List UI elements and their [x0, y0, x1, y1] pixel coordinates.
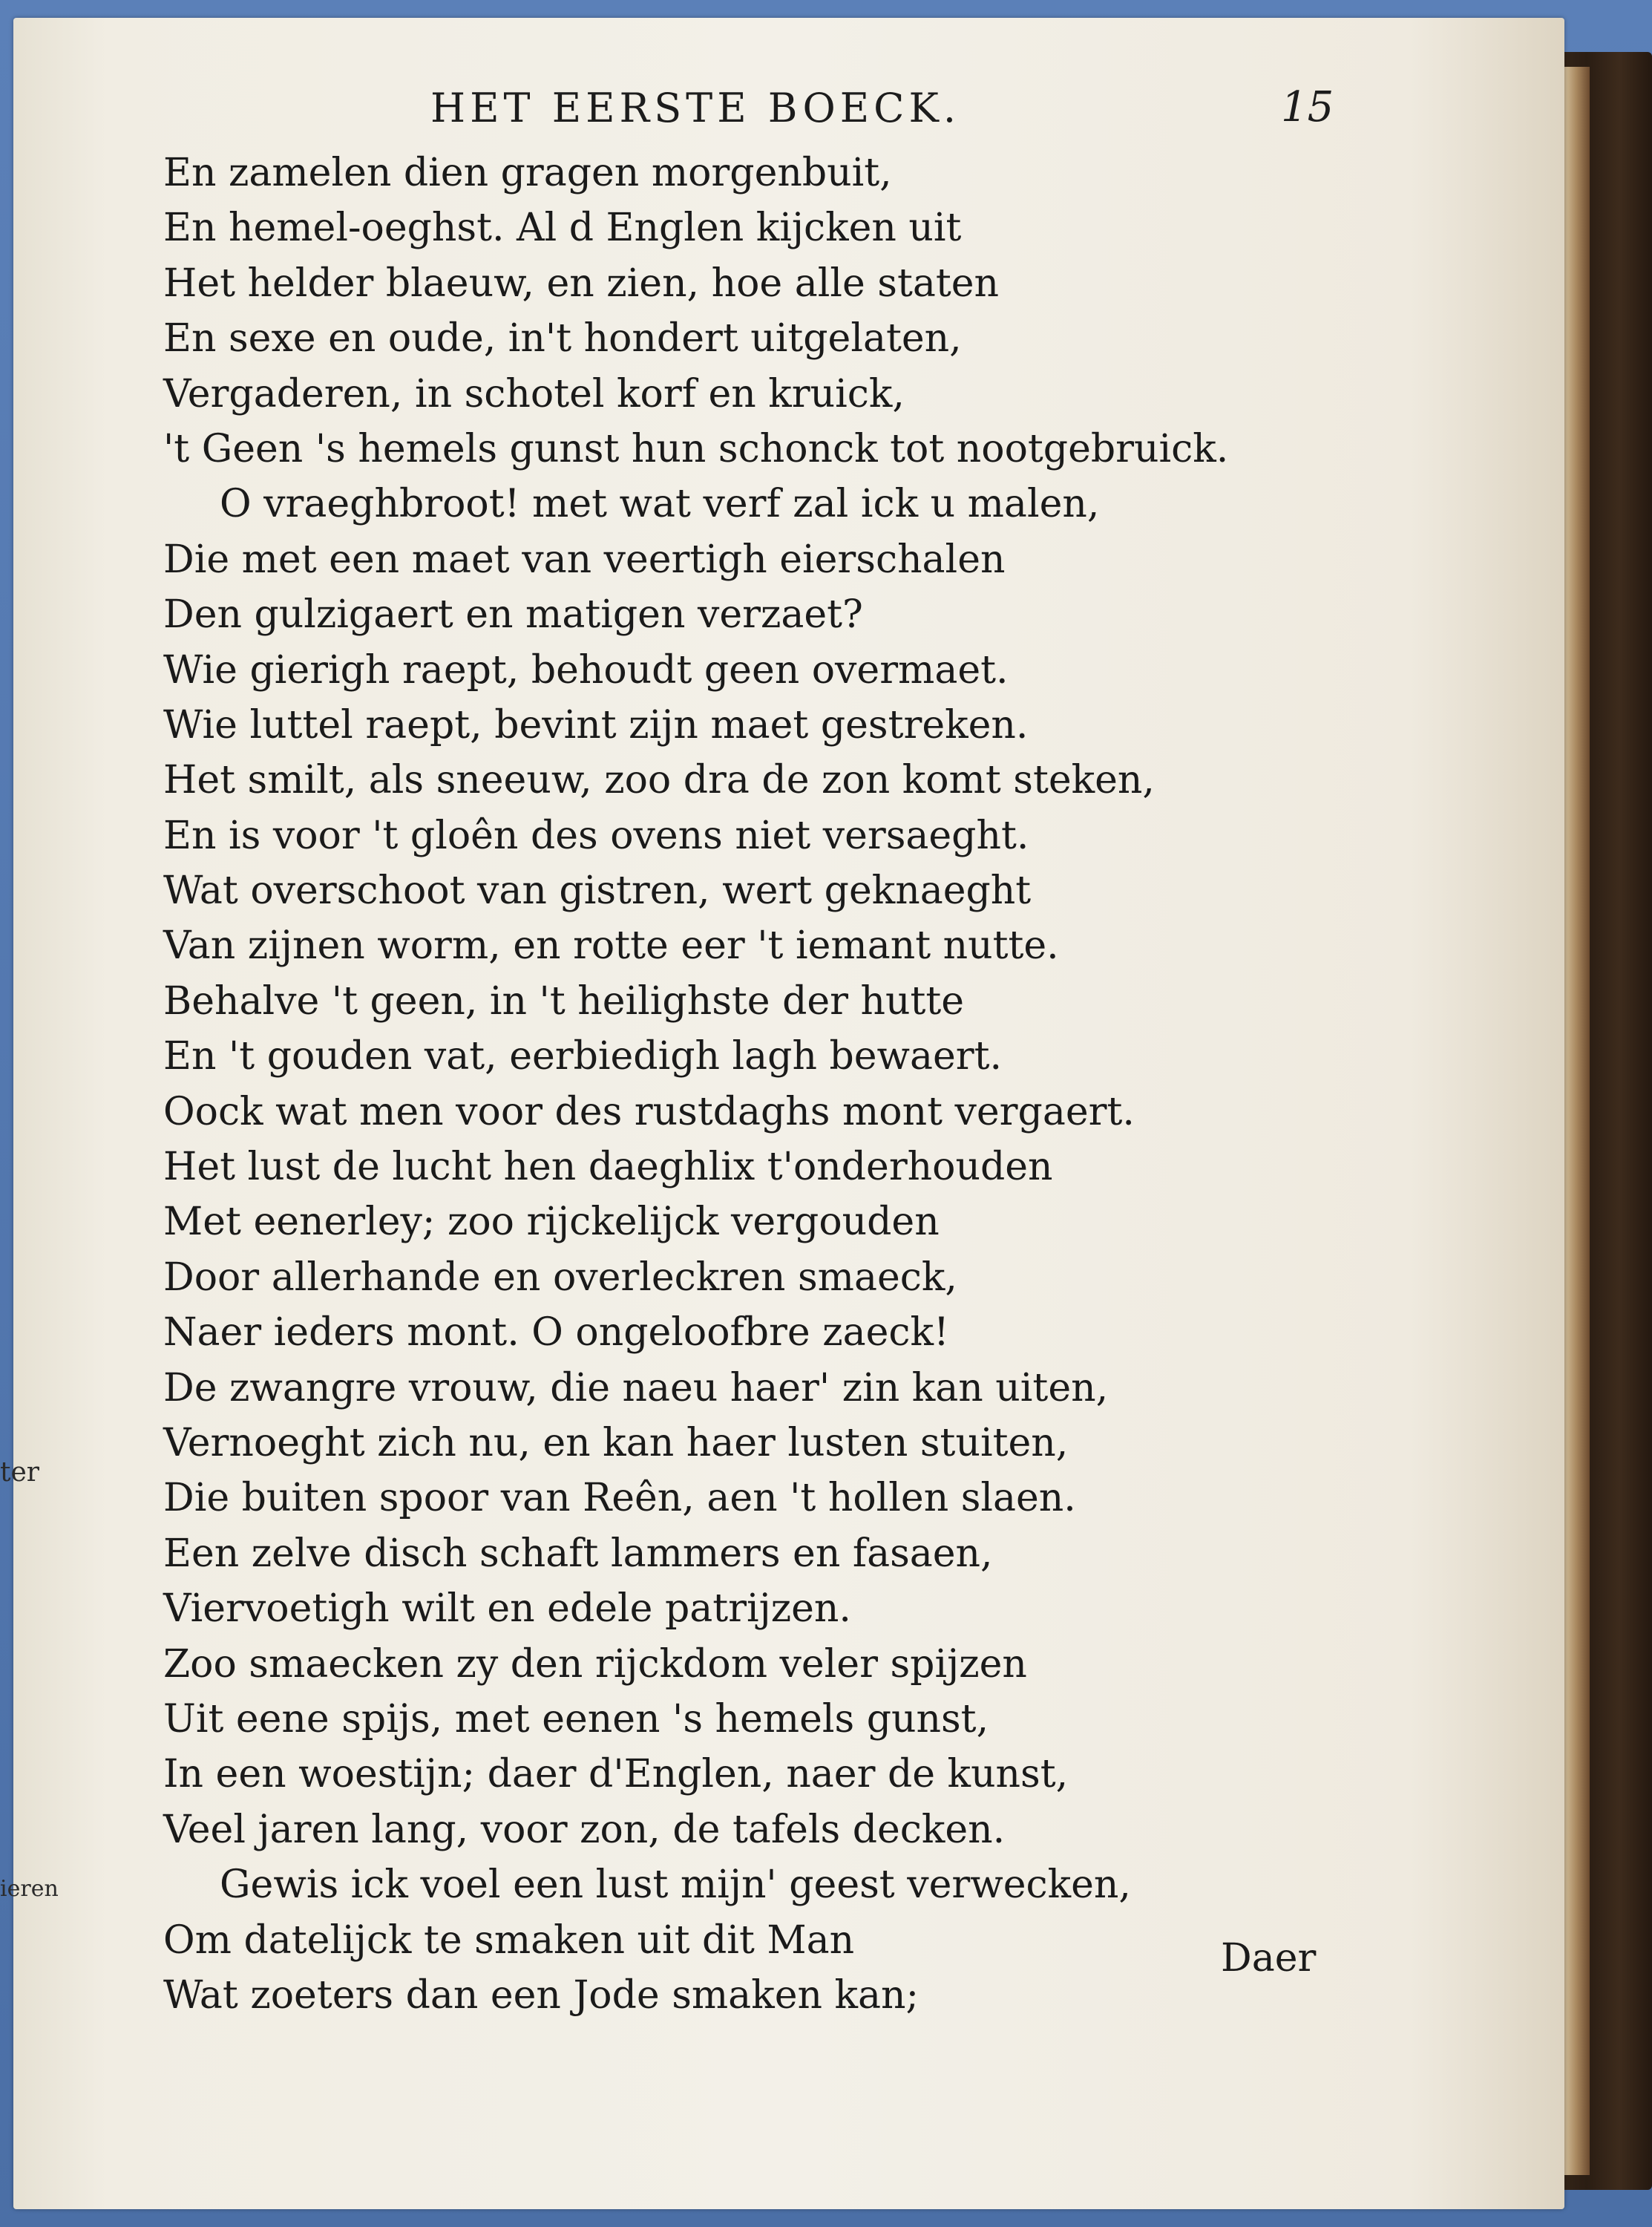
verse-line: Het smilt, als sneeuw, zoo dra de zon komt steken,	[163, 758, 1155, 803]
verse-line: Het lust de lucht hen daeghlix t'onderhouden	[163, 1145, 1053, 1190]
verse-line: En hemel-oeghst. Al d Englen kijcken uit	[163, 206, 962, 251]
verse-line: Met eenerley; zoo rijckelijck vergouden	[163, 1200, 940, 1245]
verse-line: Veel jaren lang, voor zon, de tafels decken.	[163, 1807, 1006, 1852]
verse-line: Viervoetigh wilt en edele patrijzen.	[163, 1586, 851, 1632]
margin-fragment: ieren	[0, 1876, 59, 1902]
verse-line: Wat overschoot van gistren, wert geknaeght	[163, 869, 1032, 914]
verse-line: Uit eene spijs, met eenen 's hemels gunst,	[163, 1696, 989, 1742]
verse-line: Vernoeght zich nu, en kan haer lusten stuiten,	[163, 1420, 1069, 1465]
verse-line: Den gulzigaert en matigen verzaet?	[163, 592, 863, 638]
verse-line: De zwangre vrouw, die naeu haer' zin kan uiten,	[163, 1365, 1109, 1410]
verse-line: En 't gouden vat, eerbiedigh lagh bewaert.	[163, 1034, 1003, 1079]
margin-fragment: ter	[0, 1457, 39, 1488]
page-number: 15	[1281, 83, 1334, 131]
verse-line: En sexe en oude, in't hondert uitgelaten,	[163, 316, 962, 362]
running-head: HET EERSTE BOECK.	[430, 85, 960, 131]
verse-line: Zoo smaecken zy den rijckdom veler spijzen	[163, 1641, 1027, 1687]
verse-line: Oock wat men voor des rustdaghs mont vergaert.	[163, 1089, 1135, 1134]
verse-line: Behalve 't geen, in 't heilighste der hutte	[163, 978, 965, 1024]
poem-text	[163, 145, 1351, 2023]
verse-line: Die met een maet van veertigh eierschalen	[163, 537, 1006, 582]
verse-line: Naer ieders mont. O ongeloofbre zaeck!	[163, 1310, 949, 1356]
verse-line: En is voor 't gloên des ovens niet versaeght.	[163, 813, 1029, 858]
verse-line: Van zijnen worm, en rotte eer 't iemant nutte.	[163, 923, 1059, 969]
verse-line: Wie luttel raept, bevint zijn maet gestreken.	[163, 702, 1029, 748]
verse-line: Een zelve disch schaft lammers en fasaen,	[163, 1531, 993, 1576]
verse-line: En zamelen dien gragen morgenbuit,	[163, 151, 892, 195]
catchword: Daer	[1221, 1936, 1317, 1981]
verse-line: Om datelijck te smaken uit dit Man	[163, 1917, 855, 1963]
verse-line: O vraeghbroot! met wat verf zal ick u malen,	[220, 482, 1100, 527]
verse-line: Door allerhande en overleckren smaeck,	[163, 1255, 957, 1300]
verse-line: Gewis ick voel een lust mijn' geest verwecken,	[220, 1863, 1131, 1908]
verse-line: Vergaderen, in schotel korf en kruick,	[163, 371, 905, 416]
verse-line: Wat zoeters dan een Jode smaken kan;	[163, 1972, 920, 2018]
verse-line: Het helder blaeuw, en zien, hoe alle staten	[163, 261, 1000, 306]
verse-line: 't Geen 's hemels gunst hun schonck tot nootgebruick.	[163, 426, 1229, 471]
verse-line: In een woestijn; daer d'Englen, naer de kunst,	[163, 1752, 1069, 1797]
verse-line: Die buiten spoor van Reên, aen 't hollen slaen.	[163, 1476, 1076, 1521]
verse-line: Wie gierigh raept, behoudt geen overmaet.	[163, 647, 1009, 693]
